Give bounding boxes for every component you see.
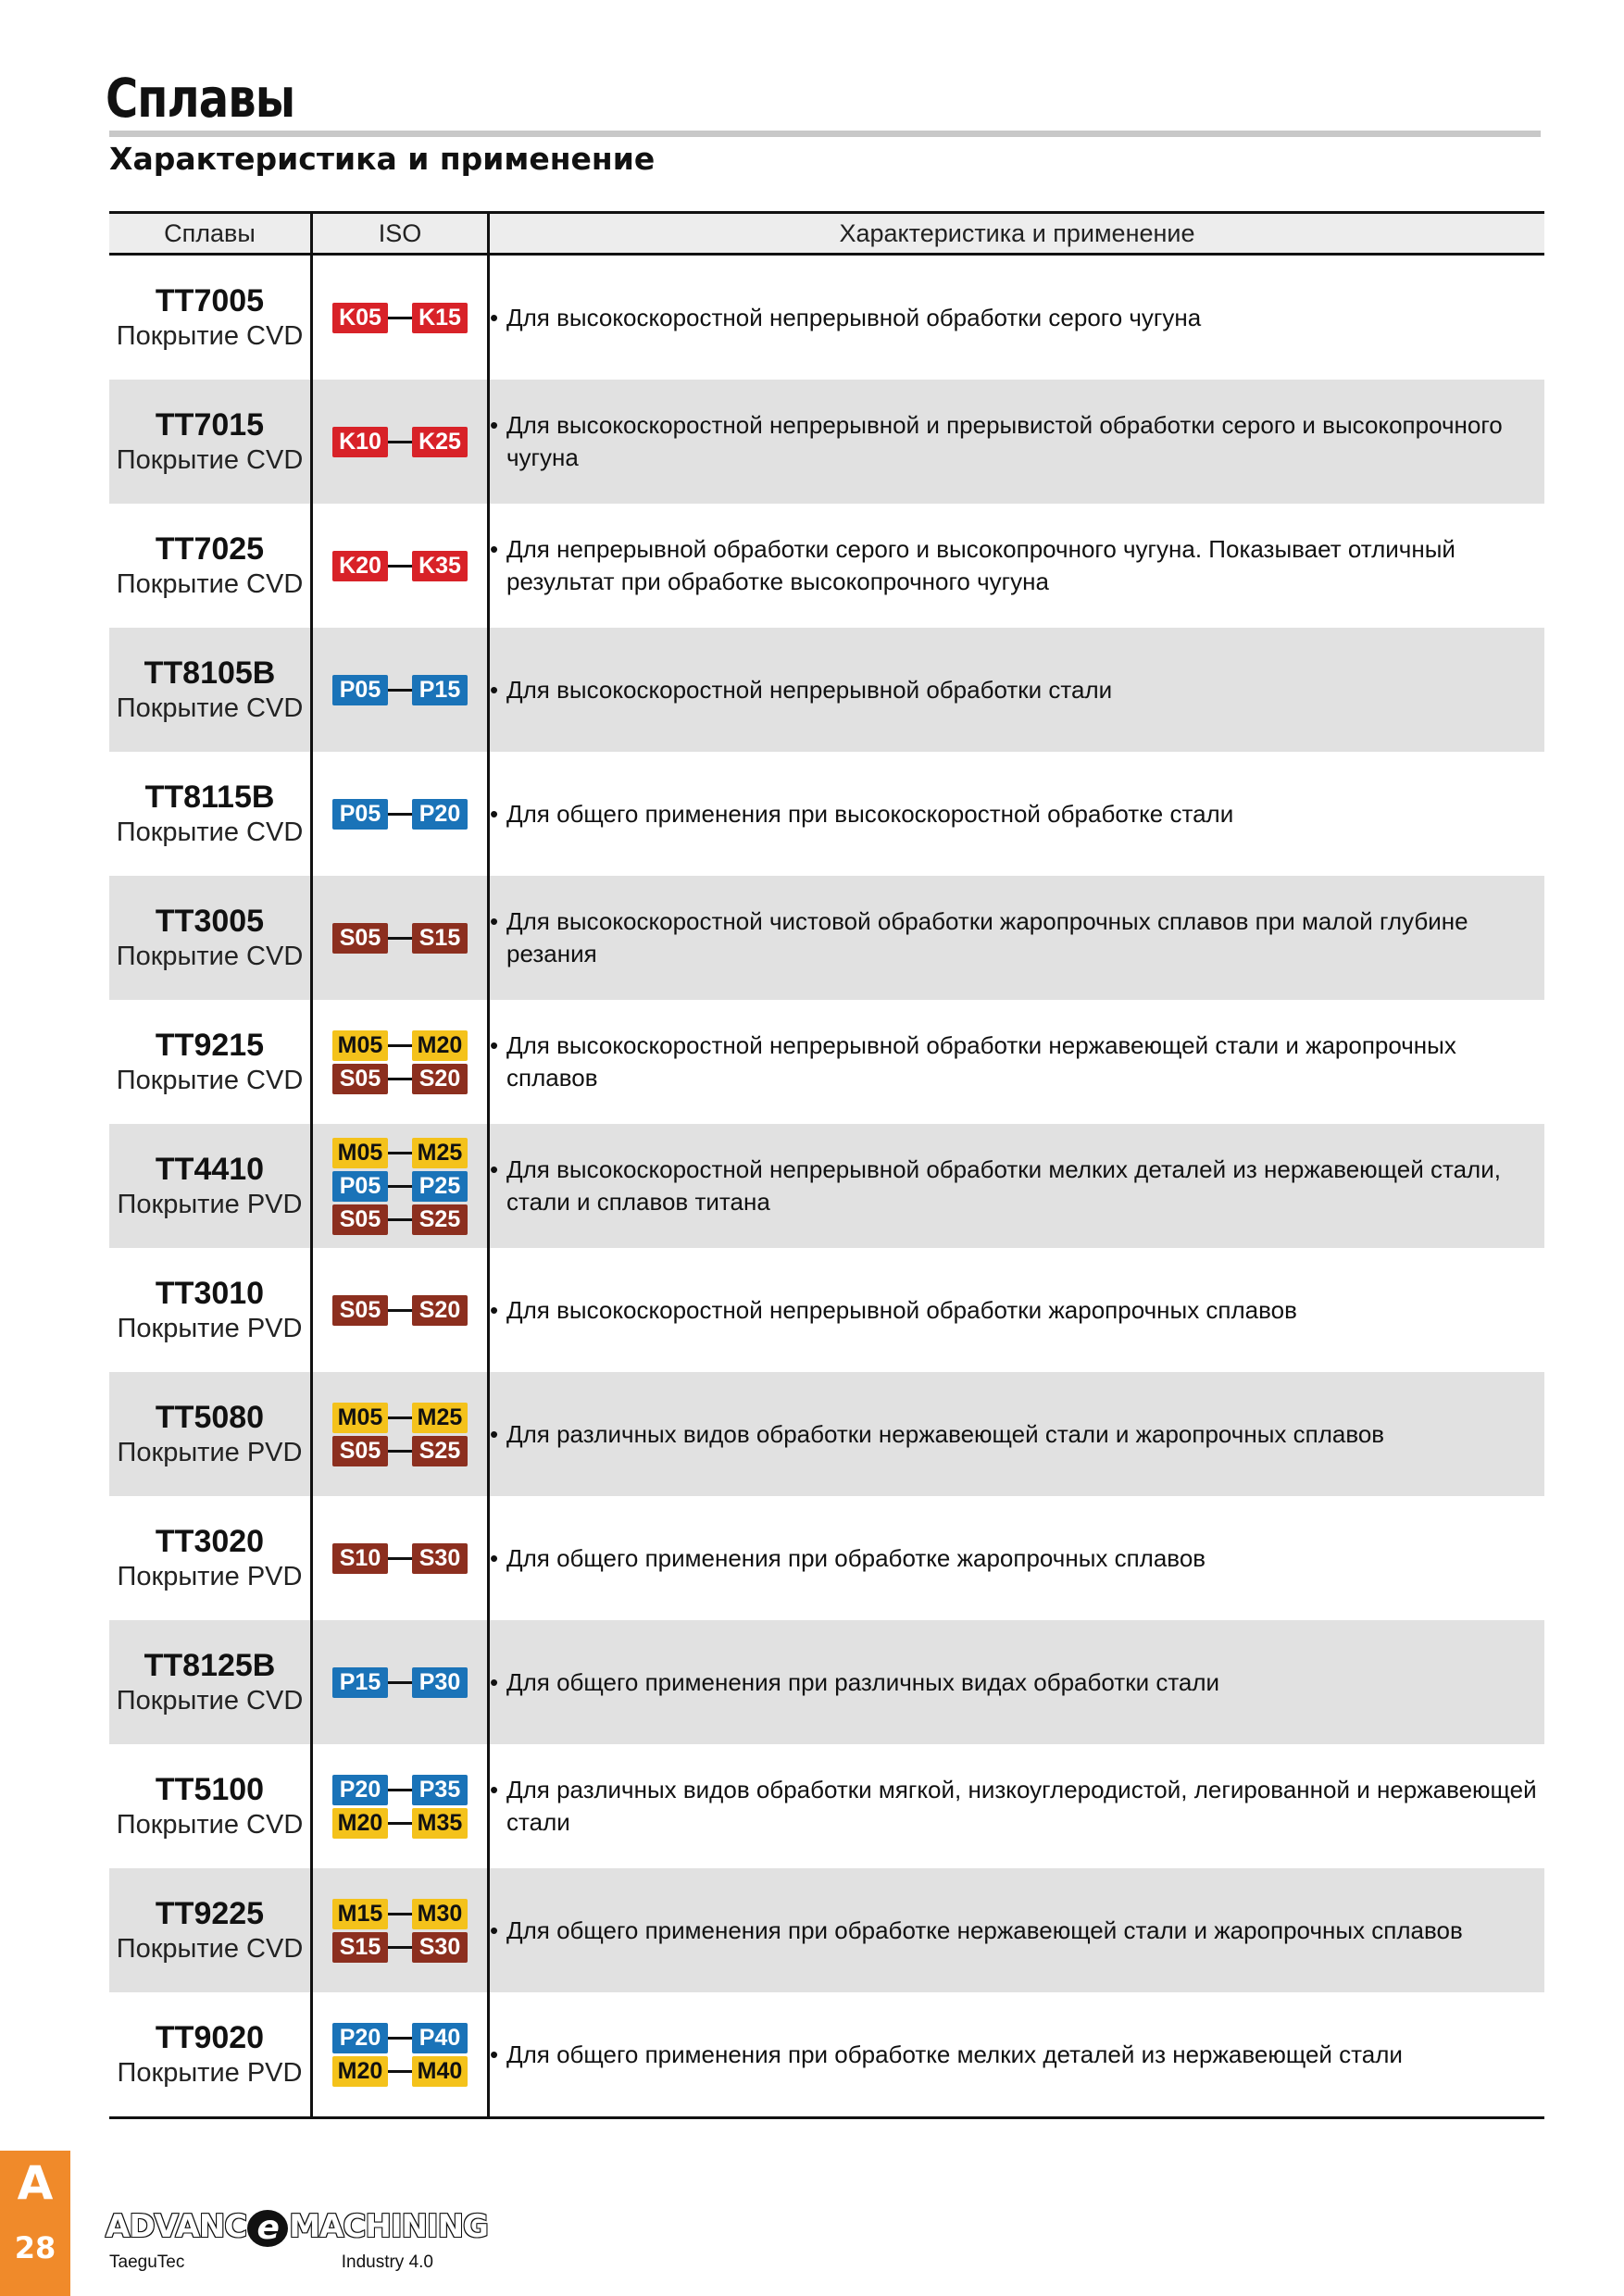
logo-text-left: ADVANC xyxy=(106,2208,247,2245)
table-row xyxy=(109,380,1544,504)
description-cell xyxy=(489,1372,1545,1496)
range-dash xyxy=(388,1822,412,1825)
description-cell xyxy=(489,628,1545,752)
range-dash xyxy=(388,1450,412,1453)
description-text: Для различных видов обработки нержавеющей стали и жаропрочных сплавов xyxy=(506,1419,1385,1448)
iso-range xyxy=(313,923,487,954)
section-letter: A xyxy=(17,2156,54,2210)
iso-range xyxy=(313,1667,487,1698)
grade-coating: Покрытие CVD xyxy=(116,1066,304,1095)
iso-badge: P15 xyxy=(332,1667,388,1698)
description-text: Для общего применения при обработке мелких деталей из нержавеющей стали xyxy=(506,2040,1403,2068)
page-title: Сплавы xyxy=(106,67,295,130)
iso-badge: M30 xyxy=(412,1899,468,1929)
section-tab xyxy=(0,2151,70,2296)
description-cell xyxy=(489,1868,1545,1992)
grade-name: TT3005 xyxy=(155,904,265,940)
description xyxy=(490,1418,1544,1451)
iso-badge: K25 xyxy=(412,427,468,457)
grade-cell xyxy=(109,504,312,628)
description-text: Для высокоскоростной непрерывной и прерывистой обработки серого и высокопрочного чугуна xyxy=(506,411,1503,471)
range-dash xyxy=(388,441,412,443)
iso-range xyxy=(313,1436,487,1466)
description xyxy=(490,1666,1544,1699)
range-dash xyxy=(388,565,412,568)
grade-name: TT8125B xyxy=(144,1648,276,1684)
range-dash xyxy=(388,2070,412,2073)
range-dash xyxy=(388,2037,412,2040)
range-dash xyxy=(388,937,412,940)
grade-name: TT7015 xyxy=(155,407,265,443)
iso-badge: M20 xyxy=(332,1808,388,1839)
table-row xyxy=(109,628,1544,752)
iso-cell xyxy=(312,1124,489,1248)
description-cell xyxy=(489,1496,1545,1620)
iso-badge: S15 xyxy=(412,923,468,954)
grade-coating: Покрытие PVD xyxy=(117,1438,303,1467)
range-dash xyxy=(388,1913,412,1915)
table-row xyxy=(109,1000,1544,1124)
iso-range xyxy=(313,799,487,830)
iso-range xyxy=(313,1204,487,1235)
iso-badge: K10 xyxy=(332,427,388,457)
iso-badge: S25 xyxy=(412,1204,468,1235)
bullet-icon: • xyxy=(490,675,499,704)
description-cell xyxy=(489,380,1545,504)
description xyxy=(490,533,1544,598)
description xyxy=(490,1029,1544,1094)
logo-tagline: Industry 4.0 xyxy=(341,2252,433,2272)
iso-badge: P05 xyxy=(332,799,388,830)
iso-range xyxy=(313,1932,487,1963)
iso-badge: M20 xyxy=(332,2056,388,2087)
bullet-icon: • xyxy=(490,1543,499,1572)
bullet-icon: • xyxy=(490,799,499,828)
iso-badge: M40 xyxy=(412,2056,468,2087)
iso-cell xyxy=(312,752,489,876)
description xyxy=(490,1294,1544,1327)
iso-cell xyxy=(312,380,489,504)
description xyxy=(490,905,1544,970)
iso-badge: S25 xyxy=(412,1436,468,1466)
iso-badge: S05 xyxy=(332,1204,388,1235)
iso-cell xyxy=(312,628,489,752)
iso-range xyxy=(313,303,487,333)
description-cell xyxy=(489,1248,1545,1372)
grade-cell xyxy=(109,1496,312,1620)
grade-name: TT7025 xyxy=(155,531,265,568)
iso-range xyxy=(313,1808,487,1839)
range-dash xyxy=(388,1946,412,1949)
range-dash xyxy=(388,1557,412,1560)
grade-cell xyxy=(109,255,312,381)
grade-coating: Покрытие CVD xyxy=(116,1686,304,1716)
description-text: Для общего применения при высокоскоростной обработке стали xyxy=(506,799,1234,828)
grade-name: TT5100 xyxy=(155,1772,265,1808)
bullet-icon: • xyxy=(490,1419,499,1448)
iso-badge: S10 xyxy=(332,1543,388,1574)
iso-badge: P40 xyxy=(412,2023,468,2053)
iso-badge: P35 xyxy=(412,1775,468,1805)
range-dash xyxy=(388,1044,412,1047)
header-grades: Сплавы xyxy=(109,213,312,255)
description-text: Для общего применения при различных видах обработки стали xyxy=(506,1667,1220,1696)
grade-name: TT3010 xyxy=(155,1276,265,1312)
iso-badge: S05 xyxy=(332,923,388,954)
range-dash xyxy=(388,317,412,319)
iso-cell xyxy=(312,1372,489,1496)
bullet-icon: • xyxy=(490,907,499,935)
grade-coating: Покрытие PVD xyxy=(117,2058,303,2088)
description-text: Для высокоскоростной чистовой обработки жаропрочных сплавов при малой глубине резания xyxy=(506,907,1468,967)
description xyxy=(490,1542,1544,1575)
grade-name: TT5080 xyxy=(155,1400,265,1436)
iso-badge: K05 xyxy=(332,303,388,333)
description xyxy=(490,2039,1544,2071)
range-dash xyxy=(388,813,412,816)
table-row xyxy=(109,1992,1544,2118)
iso-badge: S30 xyxy=(412,1932,468,1963)
bullet-icon: • xyxy=(490,1776,499,1803)
range-dash xyxy=(388,1789,412,1791)
description-text: Для общего применения при обработке жаропрочных сплавов xyxy=(506,1543,1206,1572)
grade-cell xyxy=(109,876,312,1000)
table-row xyxy=(109,504,1544,628)
logo-wordmark xyxy=(106,2208,488,2247)
iso-badge: M25 xyxy=(412,1403,468,1433)
iso-cell xyxy=(312,1496,489,1620)
iso-range xyxy=(313,1543,487,1574)
page-subtitle: Характеристика и применение xyxy=(109,141,656,177)
range-dash xyxy=(388,1218,412,1221)
table-row xyxy=(109,255,1544,381)
grade-cell xyxy=(109,1868,312,1992)
grade-cell xyxy=(109,1248,312,1372)
range-dash xyxy=(388,1681,412,1684)
page-number: 28 xyxy=(14,2230,56,2265)
grade-cell xyxy=(109,1000,312,1124)
iso-range xyxy=(313,1064,487,1094)
range-dash xyxy=(388,1185,412,1188)
table-row xyxy=(109,1744,1544,1868)
range-dash xyxy=(388,1152,412,1154)
iso-badge: S20 xyxy=(412,1295,468,1326)
grade-coating: Покрытие CVD xyxy=(116,942,304,971)
iso-badge: P25 xyxy=(412,1171,468,1202)
description-cell xyxy=(489,1000,1545,1124)
grade-coating: Покрытие CVD xyxy=(116,817,304,847)
iso-badge: K35 xyxy=(412,551,468,581)
grade-cell xyxy=(109,1744,312,1868)
grade-cell xyxy=(109,1620,312,1744)
table-row xyxy=(109,1868,1544,1992)
description xyxy=(490,798,1544,830)
description xyxy=(490,1915,1544,1947)
header-iso: ISO xyxy=(312,213,489,255)
iso-badge: P20 xyxy=(332,1775,388,1805)
grade-name: TT9215 xyxy=(155,1028,265,1064)
iso-range xyxy=(313,551,487,581)
grade-name: TT9020 xyxy=(155,2020,265,2056)
grade-name: TT9225 xyxy=(155,1896,265,1932)
iso-range xyxy=(313,1899,487,1929)
grade-coating: Покрытие CVD xyxy=(116,321,304,351)
bullet-icon: • xyxy=(490,1295,499,1324)
range-dash xyxy=(388,1416,412,1419)
iso-cell xyxy=(312,255,489,381)
description-text: Для высокоскоростной непрерывной обработки мелких деталей из нержавеющей стали, стали и сплавов титана xyxy=(506,1155,1501,1216)
description-text: Для общего применения при обработке нержавеющей стали и жаропрочных сплавов xyxy=(506,1915,1463,1944)
iso-range xyxy=(313,2056,487,2087)
table-row xyxy=(109,1620,1544,1744)
description-cell xyxy=(489,1620,1545,1744)
description xyxy=(490,302,1544,334)
iso-badge: S05 xyxy=(332,1436,388,1466)
iso-range xyxy=(313,427,487,457)
grade-cell xyxy=(109,1124,312,1248)
bullet-icon: • xyxy=(490,1915,499,1944)
iso-badge: P30 xyxy=(412,1667,468,1698)
iso-cell xyxy=(312,1868,489,1992)
bullet-icon: • xyxy=(490,303,499,331)
iso-cell xyxy=(312,1000,489,1124)
grade-cell xyxy=(109,380,312,504)
logo-subline xyxy=(109,2252,433,2273)
iso-badge: S05 xyxy=(332,1064,388,1094)
iso-badge: M15 xyxy=(332,1899,388,1929)
grade-coating: Покрытие CVD xyxy=(116,569,304,599)
description-cell xyxy=(489,876,1545,1000)
iso-badge: M35 xyxy=(412,1808,468,1839)
iso-badge: S20 xyxy=(412,1064,468,1094)
description-cell xyxy=(489,1744,1545,1868)
logo-e-mark: e xyxy=(247,2210,288,2247)
iso-badge: P20 xyxy=(332,2023,388,2053)
iso-badge: P05 xyxy=(332,1171,388,1202)
iso-badge: P20 xyxy=(412,799,468,830)
range-dash xyxy=(388,1078,412,1080)
description-text: Для различных видов обработки мягкой, низкоуглеродистой, легированной и нержавеющей стали xyxy=(506,1776,1537,1836)
iso-badge: P15 xyxy=(412,675,468,705)
description-cell xyxy=(489,752,1545,876)
bullet-icon: • xyxy=(490,535,499,563)
iso-badge: S30 xyxy=(412,1543,468,1574)
grade-coating: Покрытие CVD xyxy=(116,1810,304,1840)
iso-range xyxy=(313,2023,487,2053)
bullet-icon: • xyxy=(490,2040,499,2068)
grade-name: TT8105B xyxy=(144,655,276,692)
description-text: Для высокоскоростной непрерывной обработки серого чугуна xyxy=(506,303,1202,331)
description-cell xyxy=(489,1992,1545,2118)
range-dash xyxy=(388,1309,412,1312)
description xyxy=(490,1774,1544,1839)
iso-badge: M05 xyxy=(332,1030,388,1061)
logo-text-right: MACHINING xyxy=(289,2208,488,2245)
bullet-icon: • xyxy=(490,1155,499,1183)
table-row xyxy=(109,1124,1544,1248)
table-header-row xyxy=(109,213,1544,255)
description xyxy=(490,1154,1544,1218)
description-cell xyxy=(489,1124,1545,1248)
iso-badge: M20 xyxy=(412,1030,468,1061)
iso-cell xyxy=(312,1992,489,2118)
iso-badge: M05 xyxy=(332,1403,388,1433)
bullet-icon: • xyxy=(490,1031,499,1059)
alloys-table xyxy=(109,211,1544,2119)
iso-range xyxy=(313,675,487,705)
grade-coating: Покрытие PVD xyxy=(117,1314,303,1343)
grade-cell xyxy=(109,1992,312,2118)
iso-range xyxy=(313,1295,487,1326)
bullet-icon: • xyxy=(490,411,499,439)
table-row xyxy=(109,1496,1544,1620)
grade-coating: Покрытие CVD xyxy=(116,1934,304,1964)
table-row xyxy=(109,1248,1544,1372)
description-text: Для высокоскоростной непрерывной обработки нержавеющей стали и жаропрочных сплавов xyxy=(506,1031,1456,1092)
grade-name: TT7005 xyxy=(155,283,265,319)
description-cell xyxy=(489,504,1545,628)
table-row xyxy=(109,1372,1544,1496)
iso-badge: M25 xyxy=(412,1138,468,1168)
advancemachining-logo xyxy=(106,2208,488,2273)
iso-badge: K15 xyxy=(412,303,468,333)
iso-range xyxy=(313,1775,487,1805)
description-text: Для высокоскоростной непрерывной обработки стали xyxy=(506,675,1113,704)
description xyxy=(490,409,1544,474)
description-cell xyxy=(489,255,1545,381)
iso-badge: P05 xyxy=(332,675,388,705)
iso-range xyxy=(313,1403,487,1433)
iso-cell xyxy=(312,876,489,1000)
grade-coating: Покрытие PVD xyxy=(117,1562,303,1591)
iso-badge: M05 xyxy=(332,1138,388,1168)
grade-cell xyxy=(109,752,312,876)
grade-name: TT8115B xyxy=(144,780,275,816)
grade-cell xyxy=(109,1372,312,1496)
description xyxy=(490,674,1544,706)
iso-badge: S15 xyxy=(332,1932,388,1963)
bullet-icon: • xyxy=(490,1667,499,1696)
iso-range xyxy=(313,1171,487,1202)
description-text: Для высокоскоростной непрерывной обработки жаропрочных сплавов xyxy=(506,1295,1297,1324)
logo-brand: TaeguTec xyxy=(109,2252,185,2272)
grade-name: TT3020 xyxy=(155,1524,265,1560)
range-dash xyxy=(388,689,412,692)
iso-cell xyxy=(312,504,489,628)
iso-badge: K20 xyxy=(332,551,388,581)
iso-badge: S05 xyxy=(332,1295,388,1326)
table-row xyxy=(109,752,1544,876)
grade-cell xyxy=(109,628,312,752)
table-row xyxy=(109,876,1544,1000)
grade-coating: Покрытие CVD xyxy=(116,693,304,723)
iso-range xyxy=(313,1138,487,1168)
description-text: Для непрерывной обработки серого и высокопрочного чугуна. Показывает отличный результат при обработке высокопрочного чугуна xyxy=(506,535,1455,595)
grade-coating: Покрытие CVD xyxy=(116,445,304,475)
iso-range xyxy=(313,1030,487,1061)
iso-cell xyxy=(312,1620,489,1744)
header-description: Характеристика и применение xyxy=(489,213,1545,255)
iso-cell xyxy=(312,1248,489,1372)
grade-name: TT4410 xyxy=(155,1152,265,1188)
iso-cell xyxy=(312,1744,489,1868)
title-rule xyxy=(109,131,1541,137)
grade-coating: Покрытие PVD xyxy=(117,1190,303,1219)
